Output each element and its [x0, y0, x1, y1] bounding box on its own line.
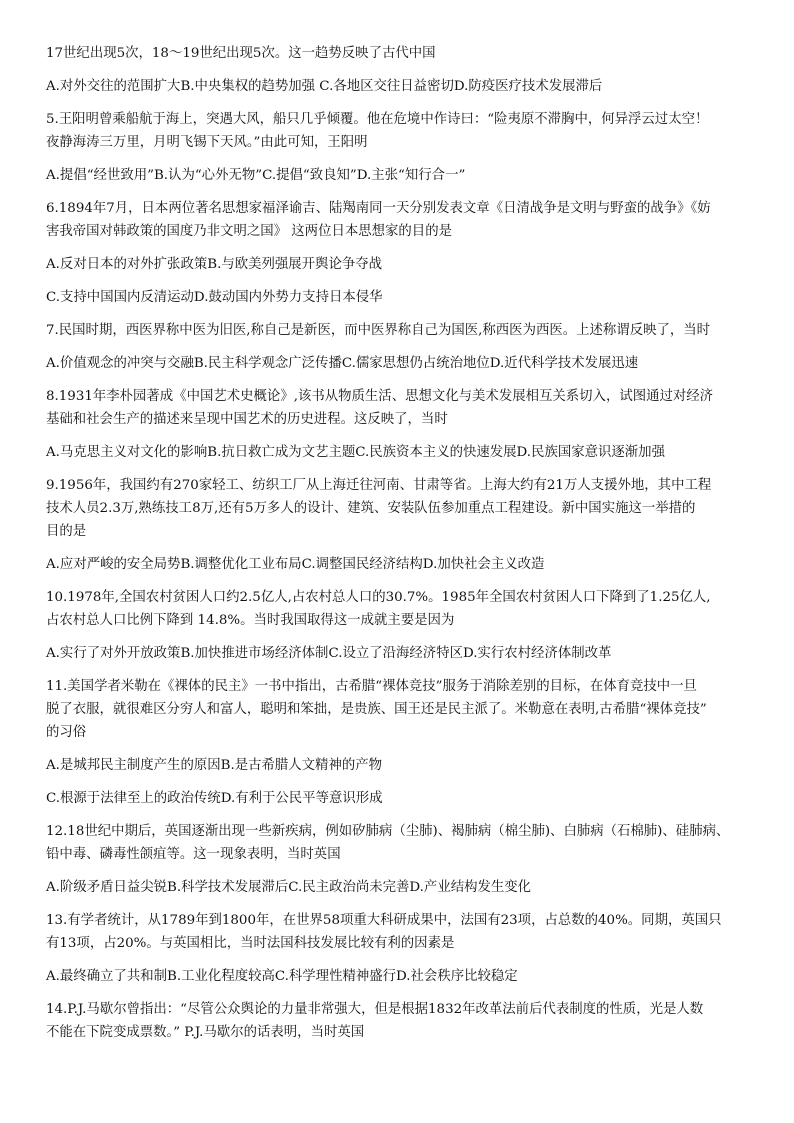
- question-13: 13.有学者统计，从1789年到1800年，在世界58项重大科研成果中，法国有23项，占总数的40%。同期，英国只: [46, 913, 722, 928]
- question-9: 9.1956年，我国约有270家轻工、纺织工厂从上海迁往河南、甘肃等省。上海大约有21万人支援外地，其中工程: [46, 478, 712, 493]
- question-10: 10.1978年,全国农村贫困人口约2.5亿人,占农村总人口的30.7%。1985年全国农村贫困人口下降到了1.25亿人,: [46, 590, 711, 605]
- text-line: 铅中毒、磷毒性颌疽等。这一现象表明，当时英国: [46, 847, 341, 862]
- question-12: 12.18世纪中期后，英国逐渐出现一些新疾病，例如矽肺病（尘肺)、褐肺病（棉尘肺)、白肺病（石棉肺)、硅肺病、: [46, 824, 730, 839]
- answer-options: A.是城邦民主制度产生的原因B.是古希腊人文精神的产物: [46, 758, 383, 773]
- text-line: 17世纪出现5次，18～19世纪出现5次。这一趋势反映了古代中国: [46, 46, 436, 61]
- text-line: 的习俗: [46, 725, 87, 740]
- answer-options: A.最终确立了共和制B.工业化程度较高C.科学理性精神盛行D.社会秩序比较稳定: [46, 969, 518, 984]
- answer-options: A.马克思主义对文化的影响B.抗日救亡成为文艺主题C.民族资本主义的快速发展D.民族国家意识逐渐加强: [46, 445, 665, 460]
- answer-options: A.实行了对外开放政策B.加快推进市场经济体制C.设立了沿海经济特区D.实行农村经济体制改革: [46, 646, 612, 661]
- answer-options: A.反对日本的对外扩张政策B.与欧美列强展开舆论争夺战: [46, 257, 383, 272]
- text-line: 夜静海涛三万里，月明飞锡下天风。”由此可知，王阳明: [46, 135, 368, 150]
- text-line: 技术人员2.3万,熟练技工8万,还有5万多人的设计、建筑、安装队伍参加重点工程建设。新中国实施这一举措的: [46, 501, 696, 516]
- exam-page: [46, 42, 758, 1044]
- question-5: 5.王阳明曾乘船航于海上，突遇大风，船只几乎倾覆。他在危境中作诗曰：“险夷原不滞胸中，何异浮云过太空！: [46, 112, 709, 127]
- text-line: 脱了衣服，就很难区分穷人和富人，聪明和笨拙，是贵族、国王还是民主派了。米勒意在表明,古希腊“裸体竞技”: [46, 702, 707, 717]
- text-line: 害我帝国对韩政策的国度乃非文明之国》 这两位日本思想家的目的是: [46, 224, 452, 239]
- answer-options: C.根源于法律至上的政治传统D.有利于公民平等意识形成: [46, 791, 383, 806]
- question-8: 8.1931年李朴园著成《中国艺术史概论》,该书从物质生活、思想文化与美术发展相互关系切入，试图通过对经济: [46, 389, 714, 404]
- answer-options: A.阶级矛盾日益尖锐B.科学技术发展滞后C.民主政治尚未完善D.产业结构发生变化: [46, 880, 532, 895]
- question-11: 11.美国学者米勒在《裸体的民主》一书中指出，古希腊“裸体竞技”服务于消除差别的目标，在体育竞技中一旦: [46, 679, 697, 694]
- question-7: 7.民国时期，西医界称中医为旧医,称自己是新医，而中医界称自己为国医,称西医为西医。上述称谓反映了，当时: [46, 323, 711, 338]
- answer-options: A.提倡“经世致用”B.认为“心外无物”C.提倡“致良知”D.主张“知行合一”: [46, 168, 466, 183]
- text-line: 占农村总人口比例下降到 14.8%。当时我国取得这一成就主要是因为: [46, 613, 455, 628]
- text-line: 基础和社会生产的描述来呈现中国艺术的历史进程。这反映了，当时: [46, 412, 448, 427]
- text-line: 不能在下院变成票数。” P.J.马歇尔的话表明，当时英国: [46, 1025, 365, 1040]
- question-6: 6.1894年7月，日本两位著名思想家福泽谕吉、陆羯南同一天分别发表文章《日清战争是文明与野蛮的战争》《妨: [46, 201, 711, 216]
- text-line: 目的是: [46, 524, 87, 539]
- text-line: 有13项，占20%。与英国相比，当时法国科技发展比较有利的因素是: [46, 936, 455, 951]
- answer-options: A.对外交往的范围扩大B.中央集权的趋势加强 C.各地区交往日益密切D.防疫医疗技术发展滞后: [46, 79, 603, 94]
- question-14: 14.P.J.马歇尔曾指出：“尽管公众舆论的力量非常强大，但是根据1832年改革法前后代表制度的性质，光是人数: [46, 1002, 704, 1017]
- answer-options: A.应对严峻的安全局势B.调整优化工业布局C.调整国民经济结构D.加快社会主义改造: [46, 557, 545, 572]
- answer-options: C.支持中国国内反清运动D.鼓动国内外势力支持日本侵华: [46, 290, 383, 305]
- answer-options: A.价值观念的冲突与交融B.民主科学观念广泛传播C.儒家思想仍占统治地位D.近代科学技术发展迅速: [46, 356, 639, 371]
